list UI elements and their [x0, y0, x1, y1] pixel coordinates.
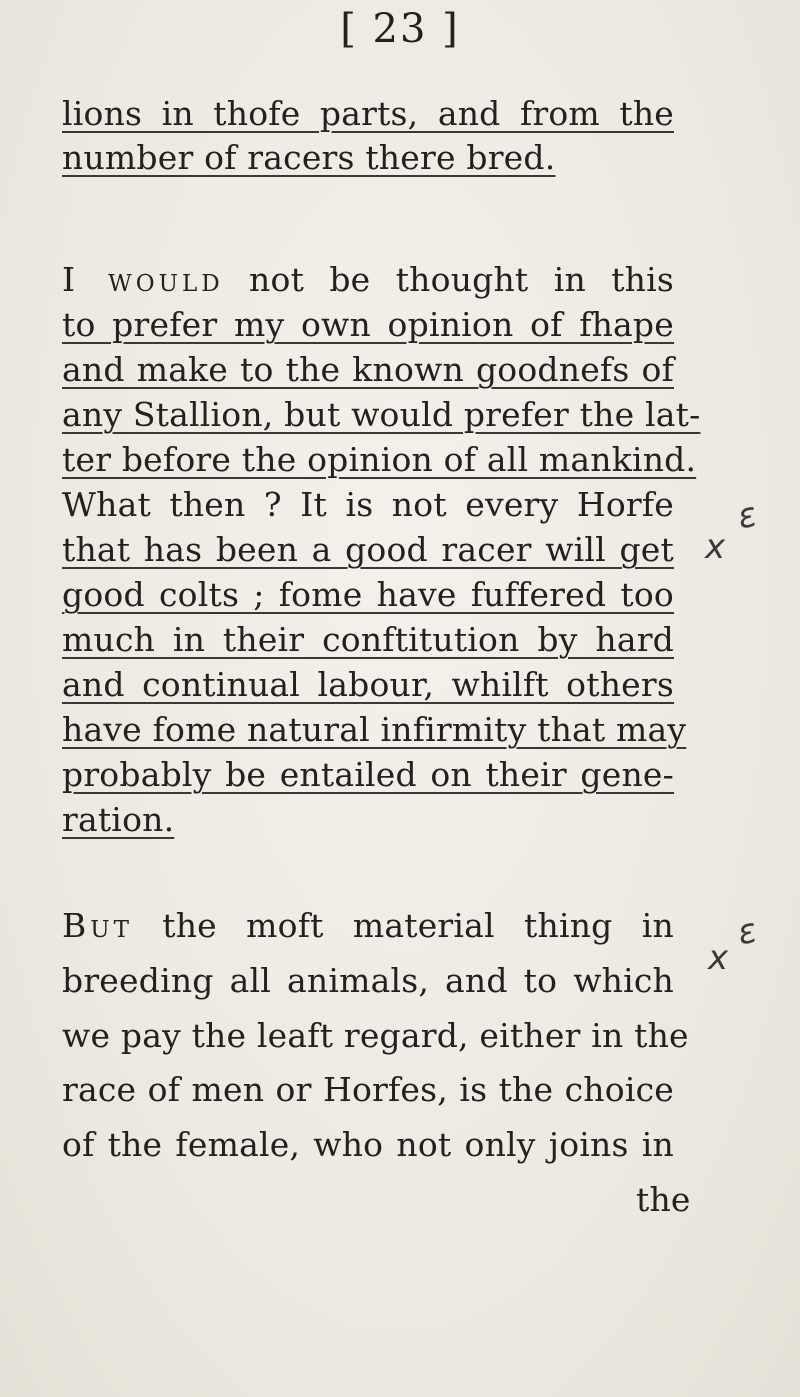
text-line: lions in thofe parts, and from the — [62, 94, 674, 133]
text-line: good colts ; fome have fuffered too — [62, 575, 674, 614]
text-line — [62, 258, 674, 302]
text-line: that has been a good racer will get — [62, 530, 674, 569]
text-line: race of men or Horfes, is the choice — [62, 1070, 674, 1109]
margin-mark-x: x — [708, 938, 729, 978]
text-line — [62, 904, 674, 948]
margin-mark-x: x — [705, 527, 726, 567]
text-line: ter before the opinion of all mankind. — [62, 440, 697, 479]
text-line: and continual labour, whilft others — [62, 665, 674, 704]
text-line: probably be entailed on their gene- — [62, 755, 674, 794]
paragraph-lead-word: But — [62, 906, 133, 945]
text-line: have fome natural infirmity that may — [62, 710, 687, 749]
text-line: of the female, who not only joins in — [62, 1125, 674, 1164]
text-line: we pay the leaft regard, either in the — [62, 1016, 689, 1055]
text-line: and make to the known goodnefs of — [62, 350, 674, 389]
line-text: the moft material thing in — [132, 906, 674, 945]
line-text: not be thought in this — [223, 260, 675, 299]
catchword: the — [636, 1180, 691, 1219]
text-line: much in their conftitution by hard — [62, 620, 674, 659]
paragraph-lead-word: I would — [62, 260, 224, 299]
text-line: to prefer my own opinion of fhape — [62, 305, 674, 344]
margin-mark-c: ɛ — [734, 494, 761, 538]
text-line: ration. — [62, 800, 175, 839]
text-line: breeding all animals, and to which — [62, 961, 674, 1000]
margin-mark-c: ɛ — [734, 910, 761, 954]
text-line: number of racers there bred. — [62, 138, 556, 177]
text-line: any Stallion, but would prefer the lat- — [62, 395, 701, 434]
text-line: What then ? It is not every Horfe — [62, 485, 674, 524]
page-number: [ 23 ] — [340, 6, 460, 52]
